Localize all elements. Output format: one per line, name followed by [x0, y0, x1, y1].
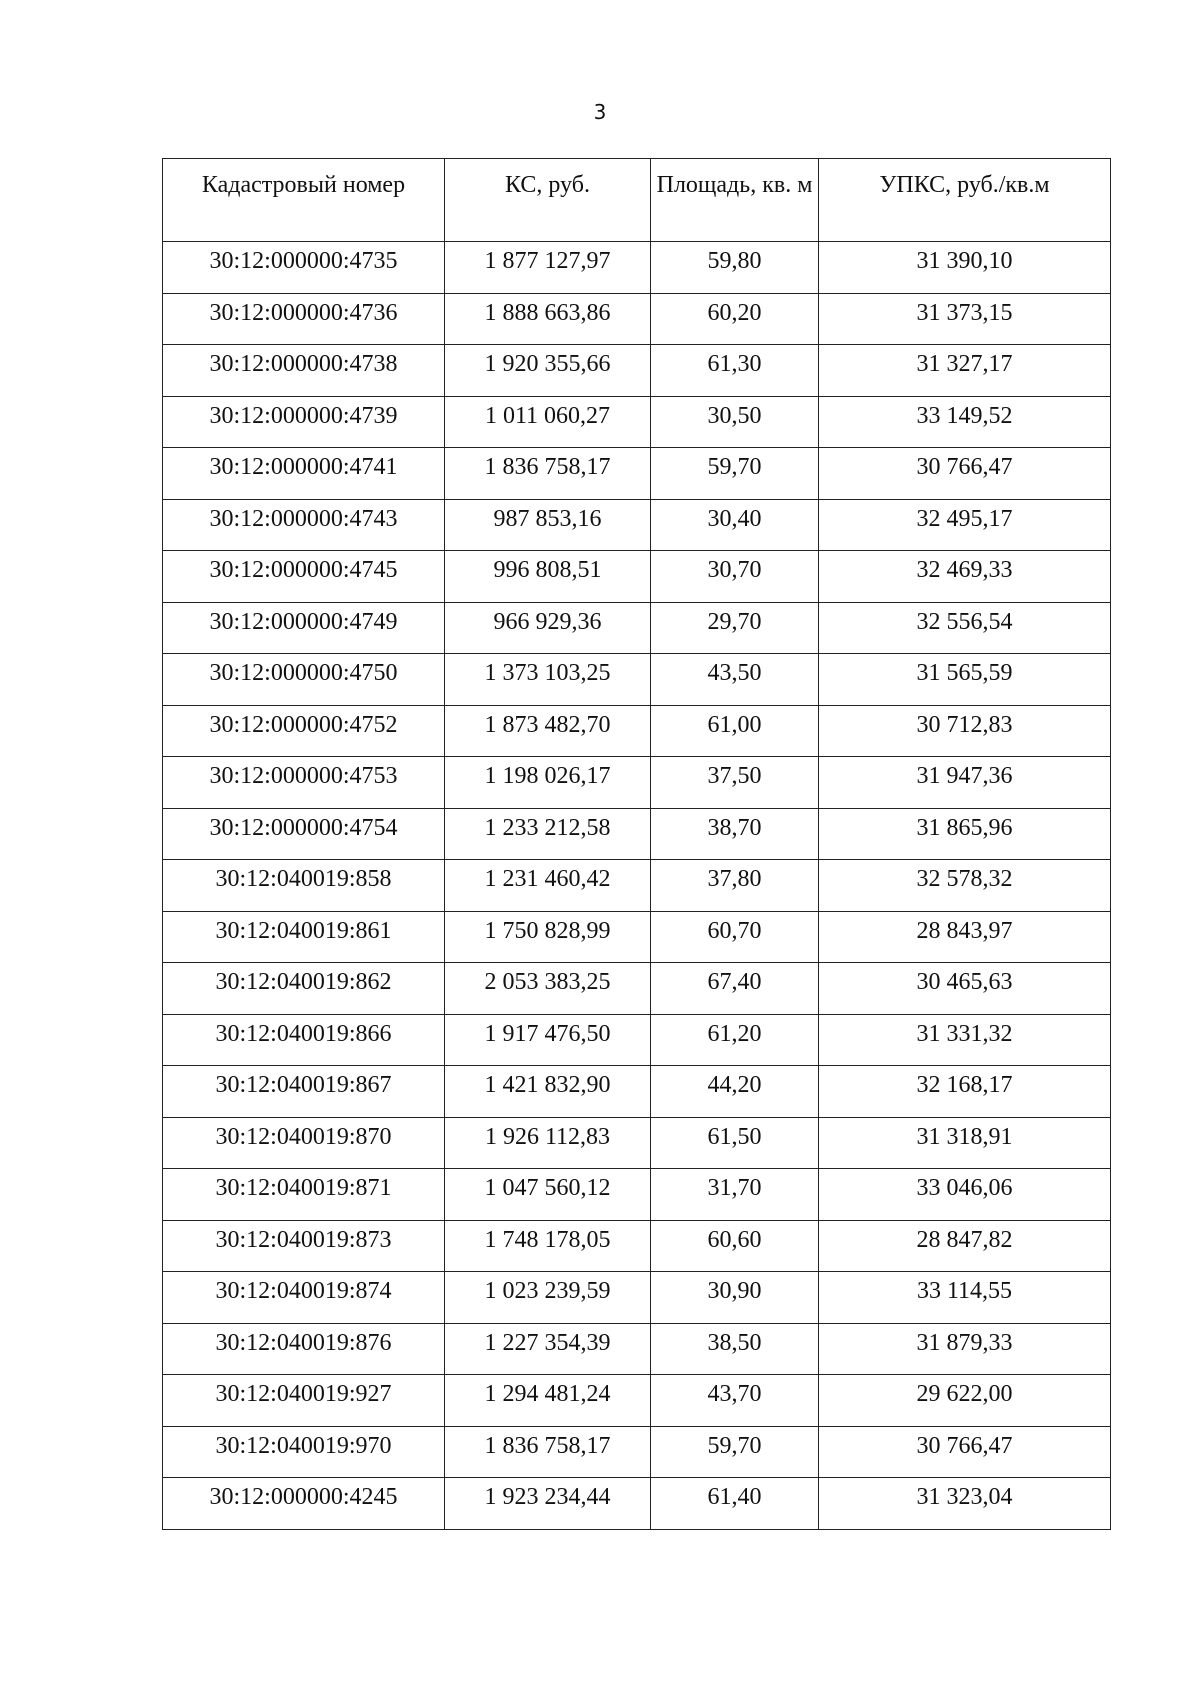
cell-cadastral-number: 30:12:040019:861: [163, 911, 445, 963]
cell-specific-value: 32 495,17: [819, 499, 1111, 551]
cell-cadastral-number: 30:12:040019:871: [163, 1169, 445, 1221]
cell-cadastral-value: 1 750 828,99: [445, 911, 651, 963]
cell-specific-value: 31 331,32: [819, 1014, 1111, 1066]
cell-specific-value: 28 843,97: [819, 911, 1111, 963]
cell-cadastral-value: 1 011 060,27: [445, 396, 651, 448]
table-row: [163, 860, 1111, 912]
table-row: [163, 963, 1111, 1015]
cell-specific-value: 32 168,17: [819, 1066, 1111, 1118]
cell-cadastral-number: 30:12:000000:4736: [163, 293, 445, 345]
cell-cadastral-value: 1 877 127,97: [445, 242, 651, 294]
table-row: [163, 551, 1111, 603]
cell-specific-value: 32 578,32: [819, 860, 1111, 912]
cell-specific-value: 29 622,00: [819, 1375, 1111, 1427]
cell-specific-value: 30 465,63: [819, 963, 1111, 1015]
cell-area: 60,60: [651, 1220, 819, 1272]
table-row: [163, 1117, 1111, 1169]
table-row: [163, 242, 1111, 294]
cell-cadastral-value: 1 023 239,59: [445, 1272, 651, 1324]
cell-specific-value: 31 390,10: [819, 242, 1111, 294]
cell-area: 67,40: [651, 963, 819, 1015]
cell-cadastral-value: 1 917 476,50: [445, 1014, 651, 1066]
cell-specific-value: 31 318,91: [819, 1117, 1111, 1169]
cell-cadastral-number: 30:12:000000:4739: [163, 396, 445, 448]
cell-cadastral-number: 30:12:040019:870: [163, 1117, 445, 1169]
table-row: [163, 1169, 1111, 1221]
cell-area: 30,70: [651, 551, 819, 603]
cell-area: 59,70: [651, 448, 819, 500]
cell-cadastral-number: 30:12:000000:4750: [163, 654, 445, 706]
header-specific-value: УПКС, руб./кв.м: [819, 159, 1111, 242]
cell-area: 30,40: [651, 499, 819, 551]
cell-area: 43,70: [651, 1375, 819, 1427]
table-row: [163, 1272, 1111, 1324]
cell-cadastral-value: 966 929,36: [445, 602, 651, 654]
cell-area: 30,90: [651, 1272, 819, 1324]
cell-cadastral-value: 1 421 832,90: [445, 1066, 651, 1118]
page-number: 3: [593, 100, 607, 124]
cell-cadastral-number: 30:12:000000:4738: [163, 345, 445, 397]
cell-area: 37,80: [651, 860, 819, 912]
cell-specific-value: 33 114,55: [819, 1272, 1111, 1324]
cell-cadastral-number: 30:12:040019:867: [163, 1066, 445, 1118]
header-cadastral-number: Кадастровый номер: [163, 159, 445, 242]
cell-specific-value: 32 556,54: [819, 602, 1111, 654]
cell-area: 44,20: [651, 1066, 819, 1118]
cell-specific-value: 31 947,36: [819, 757, 1111, 809]
cell-area: 61,40: [651, 1478, 819, 1530]
cell-area: 43,50: [651, 654, 819, 706]
cell-cadastral-number: 30:12:000000:4745: [163, 551, 445, 603]
cell-area: 38,70: [651, 808, 819, 860]
table-row: [163, 705, 1111, 757]
table-row: [163, 757, 1111, 809]
cell-specific-value: 31 327,17: [819, 345, 1111, 397]
table-row: [163, 1220, 1111, 1272]
cell-cadastral-value: 987 853,16: [445, 499, 651, 551]
cell-cadastral-number: 30:12:000000:4754: [163, 808, 445, 860]
cell-specific-value: 33 046,06: [819, 1169, 1111, 1221]
cell-specific-value: 31 323,04: [819, 1478, 1111, 1530]
cell-area: 60,70: [651, 911, 819, 963]
cell-area: 61,30: [651, 345, 819, 397]
table-row: [163, 293, 1111, 345]
cell-specific-value: 30 766,47: [819, 448, 1111, 500]
cell-area: 38,50: [651, 1323, 819, 1375]
table-row: [163, 1478, 1111, 1530]
cell-cadastral-value: 1 836 758,17: [445, 1426, 651, 1478]
cell-area: 29,70: [651, 602, 819, 654]
cell-cadastral-number: 30:12:040019:874: [163, 1272, 445, 1324]
cell-cadastral-number: 30:12:040019:873: [163, 1220, 445, 1272]
cell-specific-value: 31 879,33: [819, 1323, 1111, 1375]
cell-area: 37,50: [651, 757, 819, 809]
cell-cadastral-value: 1 233 212,58: [445, 808, 651, 860]
cell-cadastral-number: 30:12:040019:876: [163, 1323, 445, 1375]
cell-cadastral-value: 1 920 355,66: [445, 345, 651, 397]
cell-area: 61,00: [651, 705, 819, 757]
table-row: [163, 1375, 1111, 1427]
table-row: [163, 499, 1111, 551]
cell-area: 60,20: [651, 293, 819, 345]
table-header-row: [163, 159, 1111, 242]
cell-cadastral-value: 1 294 481,24: [445, 1375, 651, 1427]
cell-area: 59,70: [651, 1426, 819, 1478]
table-body: [163, 242, 1111, 1530]
cell-cadastral-number: 30:12:000000:4735: [163, 242, 445, 294]
cell-cadastral-value: 1 888 663,86: [445, 293, 651, 345]
cell-cadastral-number: 30:12:040019:866: [163, 1014, 445, 1066]
table-row: [163, 396, 1111, 448]
cell-specific-value: 28 847,82: [819, 1220, 1111, 1272]
cell-cadastral-number: 30:12:040019:858: [163, 860, 445, 912]
cell-cadastral-number: 30:12:000000:4741: [163, 448, 445, 500]
cell-cadastral-value: 1 923 234,44: [445, 1478, 651, 1530]
header-area: Площадь, кв. м: [651, 159, 819, 242]
cell-cadastral-value: 1 227 354,39: [445, 1323, 651, 1375]
cell-area: 61,20: [651, 1014, 819, 1066]
cell-specific-value: 31 373,15: [819, 293, 1111, 345]
table-row: [163, 1014, 1111, 1066]
cell-specific-value: 30 712,83: [819, 705, 1111, 757]
cadastral-value-table: [162, 158, 1111, 1530]
cell-area: 31,70: [651, 1169, 819, 1221]
table-row: [163, 808, 1111, 860]
cell-cadastral-number: 30:12:040019:862: [163, 963, 445, 1015]
cell-area: 30,50: [651, 396, 819, 448]
cell-cadastral-number: 30:12:040019:970: [163, 1426, 445, 1478]
table-row: [163, 602, 1111, 654]
cell-area: 61,50: [651, 1117, 819, 1169]
cell-specific-value: 30 766,47: [819, 1426, 1111, 1478]
cell-cadastral-value: 2 053 383,25: [445, 963, 651, 1015]
cell-specific-value: 33 149,52: [819, 396, 1111, 448]
cell-cadastral-value: 1 748 178,05: [445, 1220, 651, 1272]
table-row: [163, 1066, 1111, 1118]
cell-cadastral-number: 30:12:000000:4752: [163, 705, 445, 757]
cell-specific-value: 31 865,96: [819, 808, 1111, 860]
cell-cadastral-number: 30:12:000000:4749: [163, 602, 445, 654]
cell-cadastral-value: 1 198 026,17: [445, 757, 651, 809]
cell-area: 59,80: [651, 242, 819, 294]
table-row: [163, 1323, 1111, 1375]
cell-cadastral-number: 30:12:000000:4753: [163, 757, 445, 809]
cell-cadastral-value: 1 047 560,12: [445, 1169, 651, 1221]
cell-cadastral-value: 1 373 103,25: [445, 654, 651, 706]
table-row: [163, 654, 1111, 706]
cell-cadastral-value: 1 836 758,17: [445, 448, 651, 500]
header-cadastral-value: КС, руб.: [445, 159, 651, 242]
cell-cadastral-value: 1 231 460,42: [445, 860, 651, 912]
cell-cadastral-number: 30:12:000000:4245: [163, 1478, 445, 1530]
table-row: [163, 345, 1111, 397]
cell-cadastral-value: 1 873 482,70: [445, 705, 651, 757]
cell-cadastral-number: 30:12:040019:927: [163, 1375, 445, 1427]
cell-specific-value: 31 565,59: [819, 654, 1111, 706]
cell-specific-value: 32 469,33: [819, 551, 1111, 603]
table-row: [163, 911, 1111, 963]
cell-cadastral-value: 1 926 112,83: [445, 1117, 651, 1169]
cell-cadastral-number: 30:12:000000:4743: [163, 499, 445, 551]
table-row: [163, 1426, 1111, 1478]
cell-cadastral-value: 996 808,51: [445, 551, 651, 603]
table-row: [163, 448, 1111, 500]
